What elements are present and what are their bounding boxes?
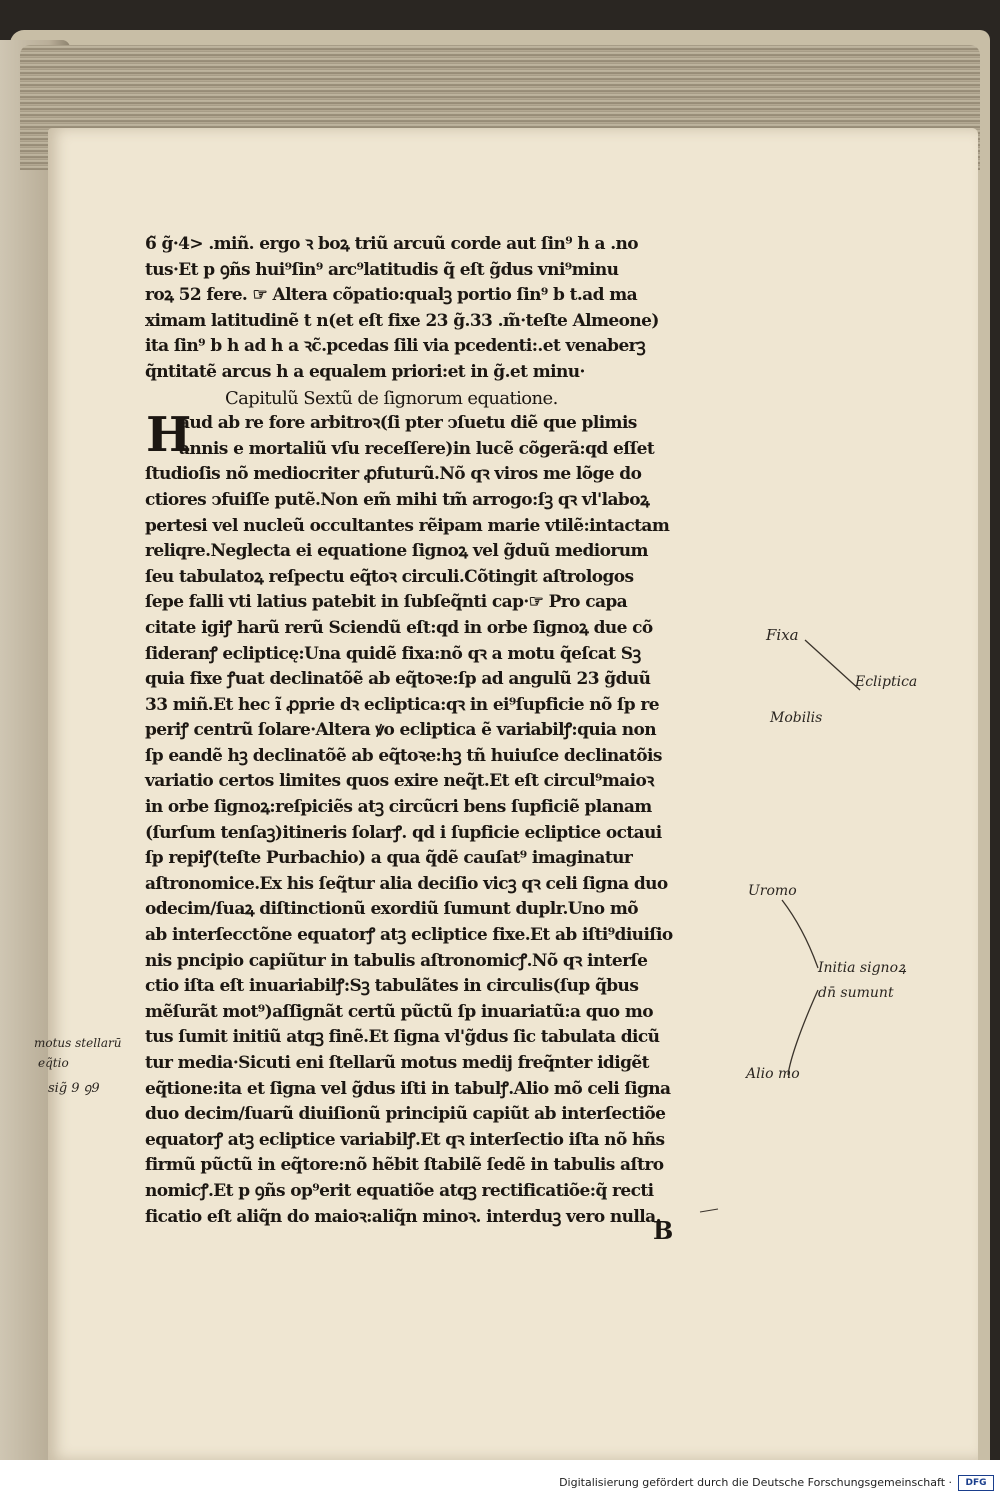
text-line: quia fixe ꝭuat declinatõẽ ab eq̃toꝛe:ſp ad angulũ 23 g̃duũ [145,669,651,690]
text-line: q̃ntitatẽ arcus h a equalem priori:et in g̃.et minu· [145,361,585,382]
text-line: aſtronomice.Ex his ſeq̃tur alia deciſio vicꝫ qꝛ celi ſigna duo [145,873,668,894]
text-line: firmũ pũctũ in eq̃tore:nõ hẽbit ſtabilẽ ſedẽ in tabulis aſtro [145,1155,664,1176]
text-line: odecim/ſuaꝝ diſtinctionũ exordiũ ſumunt duplr.Uno mõ [145,899,638,920]
text-line: nomicꝭ.Et p ꝯñs op⁹erit equatiõe atqꝫ rectificatiõe:q̃ recti [145,1180,654,1201]
text-line: ab interſecctõne equatorꝭ atꝫ ecliptice fixe.Et ab iſti⁹diuiſio [145,925,673,946]
text-line: reliqre.Neglecta ei equatione ſignoꝝ vel g̃duũ mediorum [145,541,648,562]
text-line: ctio iſta eſt inuariabilꝭ:Sꝫ tabulãtes in circulis(ſup q̃bus [145,976,639,997]
marginal-note-initia: Initia signoꝝ [818,960,907,976]
initial-letter: H [146,407,192,463]
text-line: mẽſurãt mot⁹)aſſignãt certũ pũctũ ſp inuariatũ:a quo mo [145,1001,653,1022]
text-line: in orbe ſignoꝝ:reſpiciẽs atꝫ circũcri bens ſupficiẽ planam [145,797,652,818]
text-line: variatio certos limites quos exire neq̃t.Et eſt circul⁹maioꝛ [145,771,654,792]
text-line: nis pncipio capiũtur in tabulis aſtronomicꝭ.Nõ qꝛ interſe [145,950,648,971]
credit-bar [0,1462,1000,1496]
signature-mark: B [653,1216,674,1245]
text-line: periꝭ centrũ ſolare·Altera ꝟo ecliptica ẽ variabilꝭ:quia non [145,720,656,741]
marginal-note-left: eq̃tio [38,1056,69,1070]
marginal-note-left: sig̃ 9 ꝯ9 [48,1081,100,1096]
text-line: ſepe falli vti latius patebit in ſubſeq̃nti cap·☞ Pro capa [145,592,628,613]
text-line: annis e mortaliũ vſu receſſere)in lucẽ cõgerã:qd eſſet [179,438,655,459]
text-line: ſeu tabulatoꝝ reſpectu eq̃toꝛ circuli.Cõtingit aſtrologos [145,566,634,587]
marginal-note-uromo: Uromo [748,883,797,899]
text-line: eq̃tione:ita et ſigna vel g̃dus iſti in tabulꝭ.Alio mõ celi ſigna [145,1078,671,1099]
text-line: ximam latitudinẽ t n(et eſt fixe 23 g̃.33 .m̃·teſte Almeone) [145,310,659,331]
text-line: pertesi vel nucleũ occultantes rẽipam marie vtilẽ:intactam [145,515,670,536]
dfg-logo: DFG [958,1475,994,1491]
text-line: equatorꝭ atꝫ ecliptice variabilꝭ.Et qꝛ interſectio iſta nõ hñs [145,1129,665,1150]
text-line: 6̃ g̃·4> .miñ. ergo ꝛ boꝝ triũ arcuũ corde aut ſin⁹ h a .no [145,234,639,254]
text-line: ita ſin⁹ b h ad h a ꝛc̃.pcedas ſili via pcedenti:.et venaberꝫ [145,336,646,357]
text-line: ctiores ↄfuiſſe putẽ.Non em̃ mihi tm̃ arrogo:ſꝫ qꝛ vl'laboꝝ [145,489,650,510]
text-line: ſideranꝭ eclipticę:Una quidẽ fixa:nõ qꝛ a motu q̃eſcat Sꝫ [145,643,641,664]
text-line: (ſurſum tenſaꝫ)itineris ſolarꝭ. qd i ſupficie ecliptice octaui [145,822,662,843]
text-line: tus ſumit initiũ atqꝫ finẽ.Et ſigna vl'g̃dus ſic tabulata dicũ [145,1027,660,1048]
chapter-heading: Capitulũ Sextũ de ſignorum equatione. [225,387,558,409]
marginal-note-fixa: Fixa [766,626,799,644]
marginal-note-left: motus stellarū [34,1036,122,1050]
marginal-note-sumunt: dn̄ sumunt [818,985,894,1001]
text-line: aud ab re fore arbitroꝛ(ſi pter ↄſuetu diẽ que plimis [179,413,637,434]
text-line: duo decim/ſuarũ diuiſionũ principiũ capiũt ab interſectiõe [145,1104,666,1125]
text-line: ſp repiꝭ(teſte Purbachio) a qua q̃dẽ cauſat⁹ imaginatur [145,848,633,869]
text-line: roꝝ 52 fere. ☞ Altera cõpatio:qualꝫ portio ſin⁹ b t.ad ma [145,285,638,306]
marginal-note-mobilis: Mobilis [770,710,823,726]
text-line: 33 miñ.Et hec ĩ ꝓprie dꝛ ecliptica:qꝛ in ei⁹ſupficie nõ ſp re [145,694,659,715]
credit-text: Digitalisierung gefördert durch die Deutsche Forschungsgemeinschaft · [559,1476,952,1489]
text-line: tur media·Sicuti eni ſtellarũ motus medij freq̃nter idigẽt [145,1053,649,1073]
text-line: citate igiꝭ harũ rerũ Sciendũ eſt:qd in orbe ſignoꝝ due cõ [145,617,653,638]
marginal-note-alio: Alio mo [746,1066,800,1082]
text-line: ſtudioſis nõ mediocriter ꝓfuturũ.Nõ qꝛ viros me lõge do [145,464,642,485]
marginal-note-ecliptica: Ecliptica [855,674,918,690]
text-line: ſp eandẽ hꝫ declinatõẽ ab eq̃toꝛe:hꝫ tñ huiuſce declinatõis [145,745,662,766]
text-line: ficatio eſt aliq̃n do maioꝛ:aliq̃n minoꝛ. interduꝫ vero nulla. [145,1206,661,1227]
text-line: tus·Et p ꝯñs hui⁹ſin⁹ arc⁹latitudis q̃ eſt g̃dus vni⁹minu [145,259,619,280]
